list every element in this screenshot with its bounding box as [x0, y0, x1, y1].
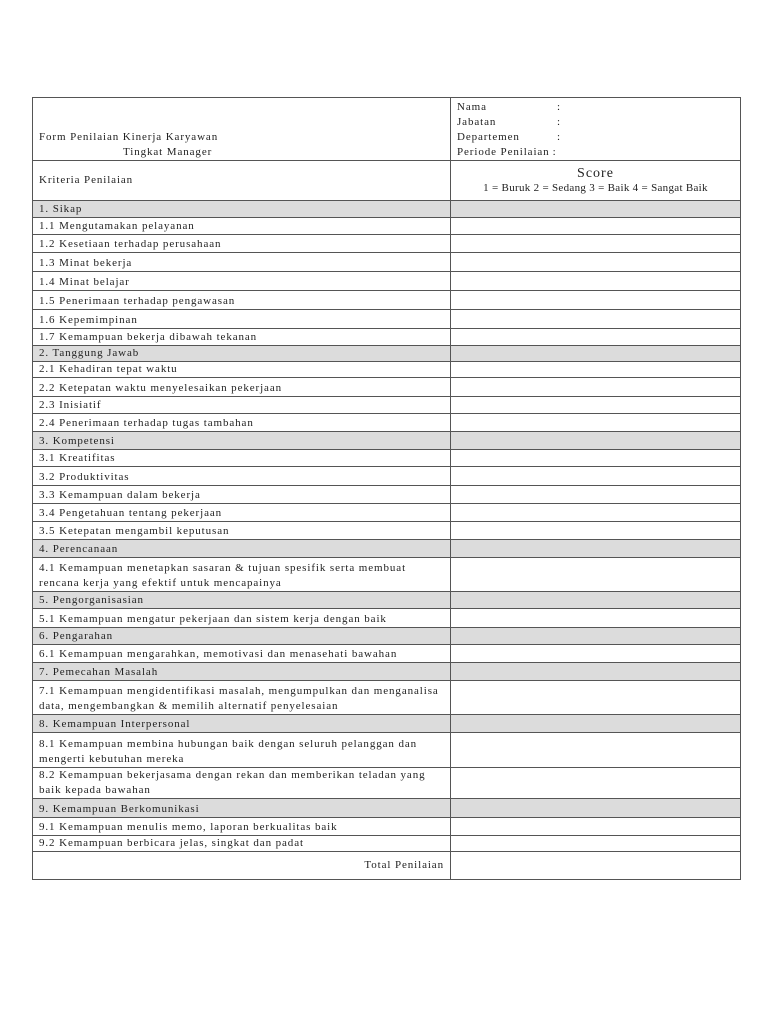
- criteria-label: 9.2 Kemampuan berbicara jelas, singkat dan padat: [33, 836, 451, 852]
- criteria-row: [33, 645, 741, 663]
- criteria-label: 1.7 Kemampuan bekerja dibawah tekanan: [33, 329, 451, 346]
- category-score-cell: [451, 540, 741, 558]
- info-field-periode-penilaian[interactable]: [457, 145, 740, 160]
- score-cell[interactable]: [451, 681, 741, 715]
- score-cell[interactable]: [451, 310, 741, 329]
- score-cell[interactable]: [451, 609, 741, 628]
- info-colon: :: [552, 146, 557, 158]
- criteria-row: [33, 378, 741, 397]
- form-title: [33, 98, 451, 161]
- criteria-row: [33, 733, 741, 768]
- category-row: [33, 715, 741, 733]
- category-label: 9. Kemampuan Berkomunikasi: [33, 799, 451, 818]
- criteria-label: 1.6 Kepemimpinan: [33, 310, 451, 329]
- criteria-header: Kriteria Penilaian: [33, 161, 451, 201]
- criteria-label: 8.1 Kemampuan membina hubungan baik dengan seluruh pelanggan dan mengerti kebutuhan mereka: [33, 733, 451, 768]
- score-cell[interactable]: [451, 272, 741, 291]
- criteria-label: 3.3 Kemampuan dalam bekerja: [33, 486, 451, 504]
- category-label: 8. Kemampuan Interpersonal: [33, 715, 451, 733]
- info-colon: :: [557, 101, 561, 113]
- criteria-row: [33, 329, 741, 346]
- criteria-row: [33, 522, 741, 540]
- criteria-row: [33, 362, 741, 378]
- score-cell[interactable]: [451, 467, 741, 486]
- score-cell[interactable]: [451, 645, 741, 663]
- criteria-row: [33, 253, 741, 272]
- criteria-label: 9.1 Kemampuan menulis memo, laporan berkualitas baik: [33, 818, 451, 836]
- criteria-row: [33, 818, 741, 836]
- score-cell[interactable]: [451, 291, 741, 310]
- criteria-row: [33, 397, 741, 414]
- criteria-label: 4.1 Kemampuan menetapkan sasaran & tujuan spesifik serta membuat rencana kerja yang efektif untuk mencapainya: [33, 558, 451, 592]
- score-legend: 1 = Buruk 2 = Sedang 3 = Baik 4 = Sangat Baik: [483, 181, 708, 194]
- criteria-label: 3.4 Pengetahuan tentang pekerjaan: [33, 504, 451, 522]
- category-score-cell: [451, 592, 741, 609]
- category-row: [33, 628, 741, 645]
- score-cell[interactable]: [451, 836, 741, 852]
- info-colon: :: [557, 116, 561, 128]
- score-cell[interactable]: [451, 218, 741, 235]
- category-score-cell: [451, 346, 741, 362]
- employee-info: [451, 98, 741, 161]
- criteria-row: [33, 450, 741, 467]
- category-row: [33, 663, 741, 681]
- criteria-row: [33, 558, 741, 592]
- title-line-1: Form Penilaian Kinerja Karyawan: [39, 131, 219, 143]
- score-cell[interactable]: [451, 818, 741, 836]
- score-cell[interactable]: [451, 522, 741, 540]
- score-cell[interactable]: [451, 378, 741, 397]
- category-score-cell: [451, 628, 741, 645]
- category-row: [33, 799, 741, 818]
- criteria-row: [33, 504, 741, 522]
- score-cell[interactable]: [451, 486, 741, 504]
- criteria-row: [33, 272, 741, 291]
- total-row: [33, 852, 741, 880]
- title-line-2: Tingkat Manager: [123, 146, 213, 158]
- info-label: Periode Penilaian: [457, 146, 550, 158]
- category-row: [33, 432, 741, 450]
- criteria-row: [33, 768, 741, 799]
- score-cell[interactable]: [451, 558, 741, 592]
- criteria-label: 6.1 Kemampuan mengarahkan, memotivasi dan menasehati bawahan: [33, 645, 451, 663]
- category-label: 5. Pengorganisasian: [33, 592, 451, 609]
- category-label: 4. Perencanaan: [33, 540, 451, 558]
- category-label: 1. Sikap: [33, 201, 451, 218]
- column-header-row: [33, 161, 741, 201]
- criteria-label: 7.1 Kemampuan mengidentifikasi masalah, mengumpulkan dan menganalisa data, mengembangkan & memilih alternatif penyelesaian: [33, 681, 451, 715]
- info-field-nama[interactable]: [457, 100, 740, 115]
- criteria-label: 2.2 Ketepatan waktu menyelesaikan pekerjaan: [33, 378, 451, 397]
- category-score-cell: [451, 715, 741, 733]
- category-score-cell: [451, 799, 741, 818]
- criteria-row: [33, 310, 741, 329]
- criteria-label: 1.4 Minat belajar: [33, 272, 451, 291]
- criteria-label: 2.3 Inisiatif: [33, 397, 451, 414]
- performance-form-table: [32, 97, 741, 880]
- category-label: 7. Pemecahan Masalah: [33, 663, 451, 681]
- criteria-label: 1.5 Penerimaan terhadap pengawasan: [33, 291, 451, 310]
- criteria-row: [33, 681, 741, 715]
- category-row: [33, 540, 741, 558]
- criteria-label: 5.1 Kemampuan mengatur pekerjaan dan sistem kerja dengan baik: [33, 609, 451, 628]
- criteria-row: [33, 836, 741, 852]
- category-row: [33, 592, 741, 609]
- category-score-cell: [451, 432, 741, 450]
- category-row: [33, 346, 741, 362]
- category-label: 3. Kompetensi: [33, 432, 451, 450]
- score-cell[interactable]: [451, 329, 741, 346]
- info-label: Departemen: [457, 131, 520, 143]
- criteria-label: 2.4 Penerimaan terhadap tugas tambahan: [33, 414, 451, 432]
- score-cell[interactable]: [451, 362, 741, 378]
- total-score-cell[interactable]: [451, 852, 741, 880]
- info-label: Nama: [457, 101, 487, 113]
- score-cell[interactable]: [451, 253, 741, 272]
- category-label: 2. Tanggung Jawab: [33, 346, 451, 362]
- score-cell[interactable]: [451, 504, 741, 522]
- score-cell[interactable]: [451, 733, 741, 768]
- category-score-cell: [451, 663, 741, 681]
- score-header: [451, 161, 741, 201]
- category-row: [33, 201, 741, 218]
- score-title: Score: [577, 165, 614, 181]
- criteria-row: [33, 486, 741, 504]
- category-score-cell: [451, 201, 741, 218]
- total-label: Total Penilaian: [33, 852, 451, 880]
- criteria-label: 8.2 Kemampuan bekerjasama dengan rekan dan memberikan teladan yang baik kepada bawahan: [33, 768, 451, 799]
- category-label: 6. Pengarahan: [33, 628, 451, 645]
- form-header-row: [33, 98, 741, 161]
- criteria-row: [33, 291, 741, 310]
- criteria-label: 3.2 Produktivitas: [33, 467, 451, 486]
- criteria-label: 1.3 Minat bekerja: [33, 253, 451, 272]
- criteria-row: [33, 609, 741, 628]
- info-colon: :: [557, 131, 561, 143]
- criteria-row: [33, 414, 741, 432]
- score-cell[interactable]: [451, 414, 741, 432]
- score-cell[interactable]: [451, 235, 741, 253]
- criteria-row: [33, 467, 741, 486]
- score-cell[interactable]: [451, 450, 741, 467]
- info-field-jabatan[interactable]: [457, 115, 740, 130]
- info-field-departemen[interactable]: [457, 130, 740, 145]
- criteria-label: 2.1 Kehadiran tepat waktu: [33, 362, 451, 378]
- score-cell[interactable]: [451, 397, 741, 414]
- criteria-row: [33, 218, 741, 235]
- criteria-label: 3.1 Kreatifitas: [33, 450, 451, 467]
- criteria-label: 3.5 Ketepatan mengambil keputusan: [33, 522, 451, 540]
- criteria-row: [33, 235, 741, 253]
- criteria-label: 1.2 Kesetiaan terhadap perusahaan: [33, 235, 451, 253]
- score-cell[interactable]: [451, 768, 741, 799]
- criteria-label: 1.1 Mengutamakan pelayanan: [33, 218, 451, 235]
- info-label: Jabatan: [457, 116, 497, 128]
